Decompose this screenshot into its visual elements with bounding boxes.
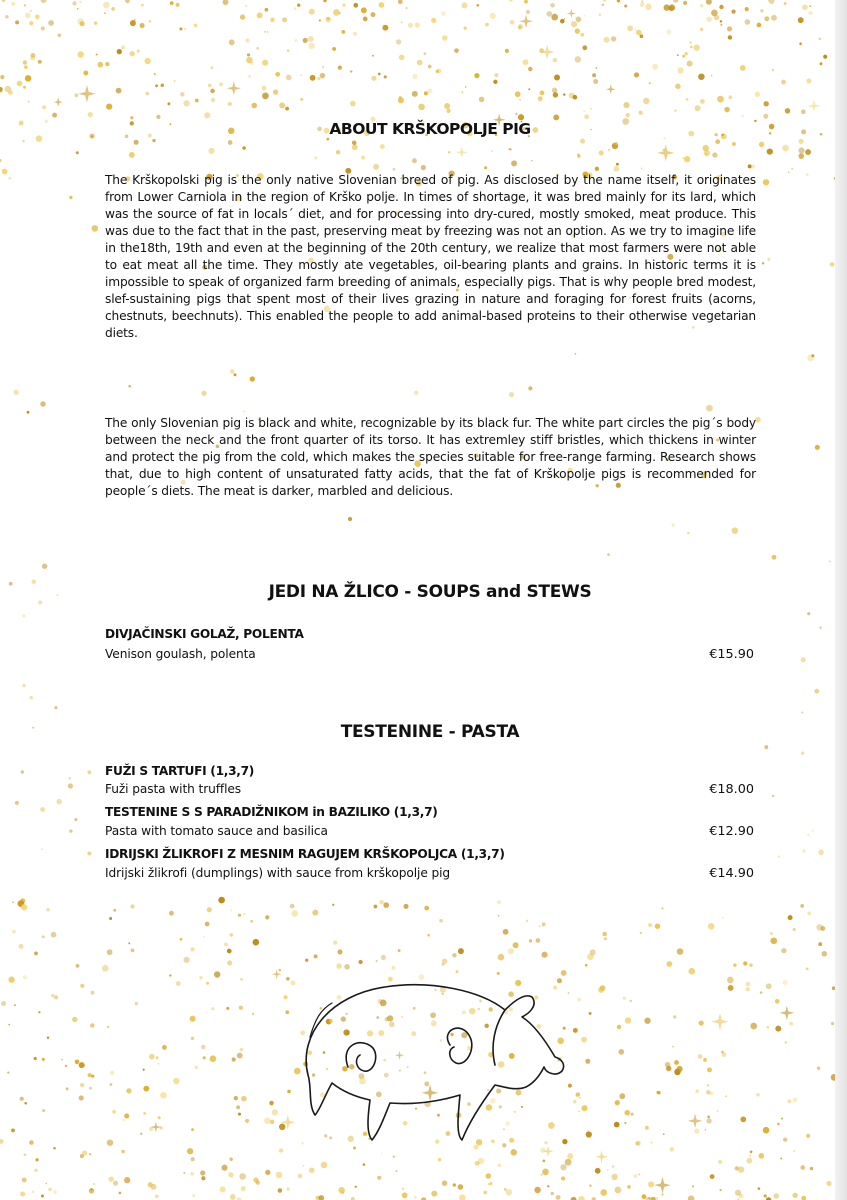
menu-item-description: Fuži pasta with truffles <box>105 782 242 796</box>
menu-item-price: €12.90 <box>709 824 754 839</box>
pasta-section-title: TESTENINE - PASTA <box>340 722 520 742</box>
menu-item-name: DIVJAČINSKI GOLAŽ, POLENTA <box>105 627 304 641</box>
menu-item-price: €14.90 <box>709 866 754 881</box>
menu-item-description: Pasta with tomato sauce and basilica <box>105 824 328 838</box>
menu-item-description: Idrijski žlikrofi (dumplings) with sauce from krškopolje pig <box>105 866 451 880</box>
about-paragraph-2: The only Slovenian pig is black and white, recognizable by its black fur. The white part circles the pig´s body between the neck and the front quarter of its torso. It has extremley stiff bristles, which thickens in winter and protect the pig from the cold, which makes the species suitable for free-range farming. Research shows that, due to high content of unsaturated fatty acids, that the fat of Krškopolje pigs is recommended for people´s diets. The meat is darker, marbled and delicious. <box>105 416 756 498</box>
menu-item-name: IDRIJSKI ŽLIKROFI Z MESNIM RAGUJEM KRŠKOPOLJCA (1,3,7) <box>105 847 505 861</box>
pig-line-drawing-icon <box>290 975 580 1155</box>
about-paragraph-1: The Krškopolski pig is the only native Slovenian breed of pig. As disclosed by the name itself, it originates from Lower Carniola in the region of Krško polje. In times of shortage, it was bred mainly for its lard, which was the source of fat in locals´ diet, and for processing into dry-cured, mostly smoked, meat produce. This was due to the fact that in the past, preserving meat by freezing was not an option. As we try to imagine life in the18th, 19th and even at the beginning of the 20th century, we realize that most farmers were not able to eat meat all the time. They mostly ate vegetables, oil-bearing plants and grains. In historic terms it is impossible to speak of organized farm breeding of animals, especially pigs. That is why people bred modest, slef-sustaining pigs that spent most of their lives grazing in nature and foraging for forest fruits (acorns, chestnuts, beechnuts). This enabled the people to add animal-based proteins to their otherwise vegetarian diets. <box>105 173 756 340</box>
menu-item-description: Venison goulash, polenta <box>105 647 256 661</box>
menu-item-name: TESTENINE S S PARADIŽNIKOM in BAZILIKO (1,3,7) <box>105 805 438 819</box>
soups-section-title: JEDI NA ŽLICO - SOUPS and STEWS <box>268 582 592 602</box>
menu-item-price: €15.90 <box>709 647 754 662</box>
menu-item-name: FUŽI S TARTUFI (1,3,7) <box>105 764 255 778</box>
menu-item-price: €18.00 <box>709 782 754 797</box>
about-title: ABOUT KRŠKOPOLJE PIG <box>329 120 531 138</box>
